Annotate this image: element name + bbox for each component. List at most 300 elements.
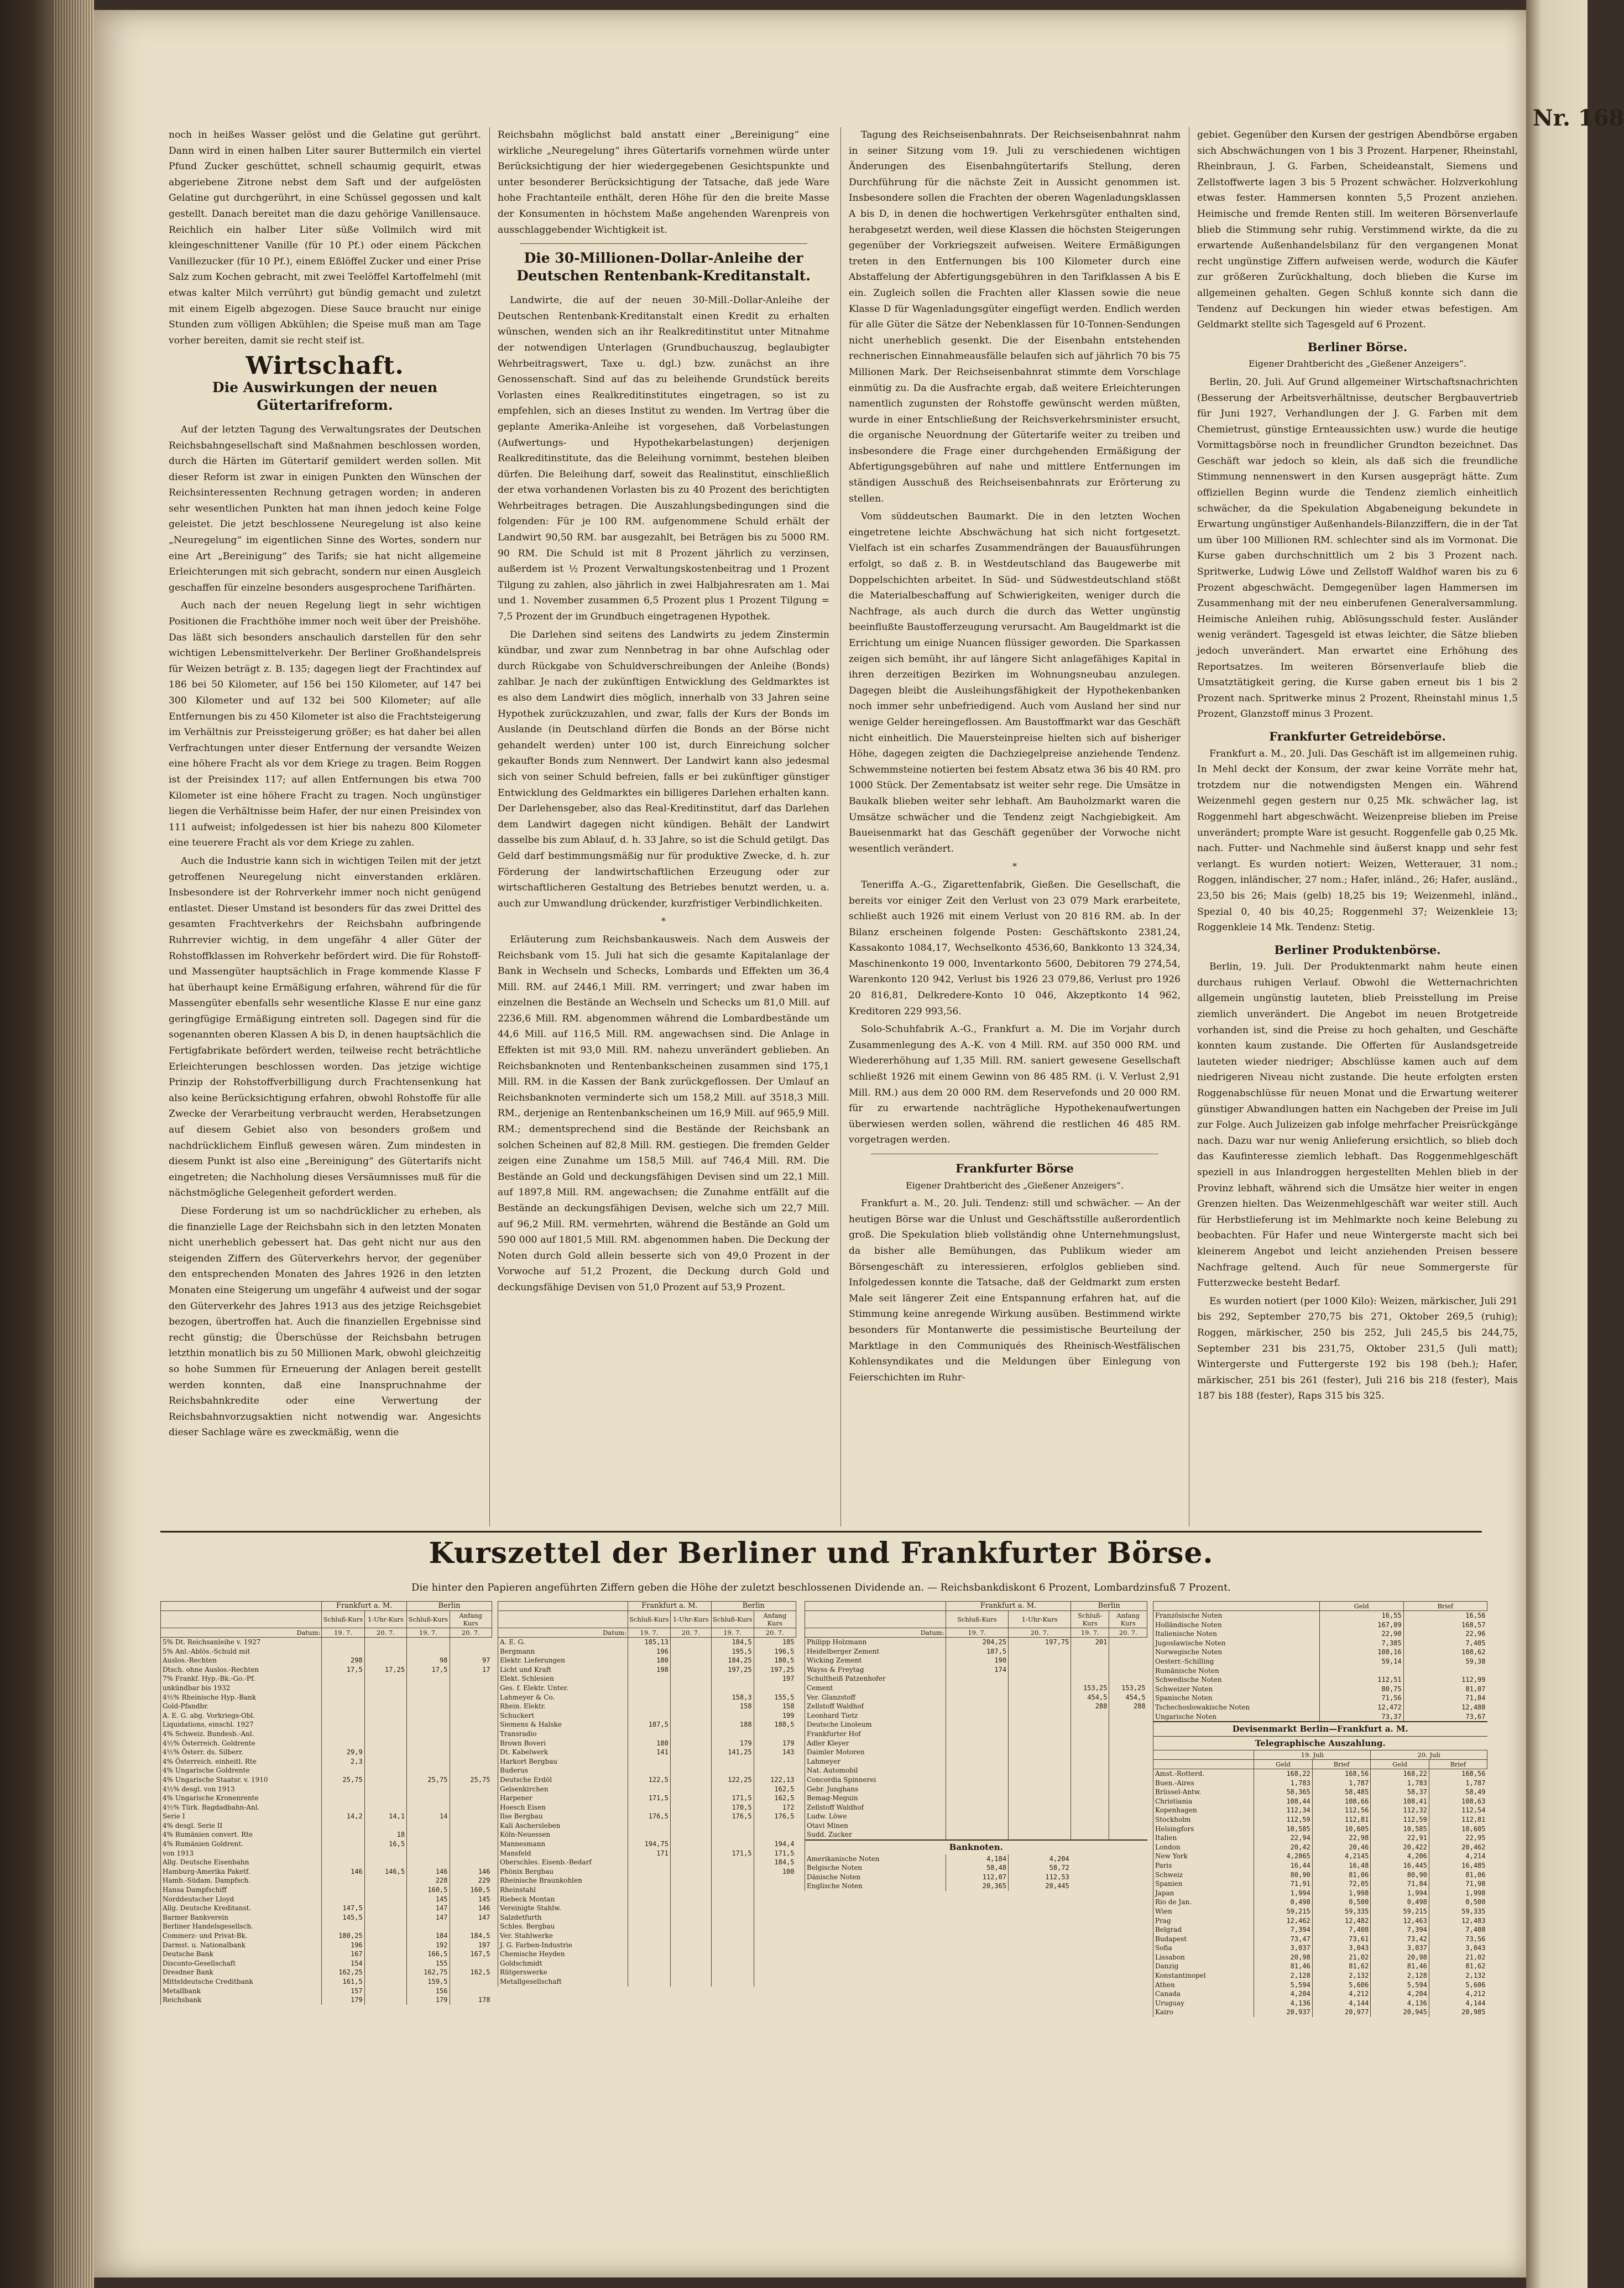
price-cell: 162,25 [322, 1968, 364, 1977]
price-cell [450, 1987, 492, 1996]
price-cell [670, 1885, 711, 1895]
article-paragraph: Erläuterung zum Reichsbankausweis. Nach dem Ausweis der Reichsbank vom 15. Juli hat sich die gesamte Kapitalanlage der Bank in Wechseln und Schecks, Lombards und Effekten um 36,4 Mill. RM. auf 2446,1 Mill. RM. verringert; und zwar haben im einzelnen die Bestände an Wechseln und Schecks um 81,0 Mill. auf 2236,6 Mill. RM. abgenommen während die Lombardbestände um 44,6 Mill. auf 116,5 Mill. RM. angewachsen sind. Die Anlage in Effekten ist mit 93,0 Mill. RM. nahezu unverändert geblieben. An Reichsbanknoten und Rentenbankscheinen zusammen sind 175,1 Mill. RM. in die Kassen der Bank zurückgeflossen. Der Umlauf an Reichsbanknoten verminderte sich um 158,2 Mill. auf 3518,3 Mill. RM., derjenige an Rentenbankscheinen um 16,9 Mill. auf 965,9 Mill. RM.; dementsprechend sind die Bestände der Reichsbank an solchen Scheinen auf 82,8 Mill. RM. gestiegen. Die fremden Gelder zeigen eine Zunahme um 158,5 Mill. auf 746,4 Mill. RM. Die Bestände an Gold und deckungsfähigen Devisen sind um 22,1 Mill. auf 1897,8 Mill. RM. angewachsen; die Zunahme entfällt auf die Bestände an deckungsfähigen Devisen, welche sich um 22,7 Mill. auf 96,2 Mill. RM. vermehrten, während die Bestände an Gold um 590 000 auf 1801,5 Mill. RM. abgenommen haben. Die Deckung der Noten durch Gold allein besserte sich von 49,0 Prozent in der Vorwoche auf 51,2 Prozent, die Deckung durch Gold und deckungsfähige Devisen von 51,0 Prozent auf 53,9 Prozent. [498, 934, 829, 1293]
price-cell [322, 1849, 364, 1858]
price-cell: 141,25 [711, 1748, 754, 1757]
price-cell: 162,75 [407, 1968, 450, 1977]
table-row [161, 1794, 492, 1803]
table-row [498, 1821, 796, 1831]
price-cell [711, 1858, 754, 1867]
table-header: 20. 7. [754, 1628, 796, 1638]
price-cell [670, 1839, 711, 1849]
price-cell: 29,9 [322, 1748, 364, 1757]
price-cell: 172 [754, 1803, 796, 1812]
price-cell [628, 1766, 670, 1775]
price-cell [364, 1987, 406, 1996]
price-cell: 180 [628, 1739, 670, 1748]
price-cell: 197,25 [754, 1665, 796, 1675]
price-cell: 20,462 [1429, 1843, 1487, 1852]
article-paragraph: Auch nach der neuen Regelung liegt in sehr wichtigen Positionen die Frachthöhe immer noch weit über der Preishöhe. Das läßt sich besonders anschaulich darstellen für den sehr wichtigen Lebensmittelverkehr. Der Berliner Großhandelspreis für Weizen beträgt z. B. 135; dagegen liegt der Frachtindex auf 186 bei 50 Kilometer, auf 156 bei 150 Kilometer, auf 147 bei 300 Kilometer und auf 132 bei 500 Kilometer; auf alle Entfernungen bis zu 450 Kilometer ist also die Frachtsteigerung im Verhältnis zur Preissteigerung größer; es hat daher bei allen Verfrachtungen unter dieser Entfernung der versandte Weizen eine höhere Fracht als vor dem Kriege zu tragen. Beim Roggen ist der Preisindex 117; auf allen Entfernungen bis etwa 700 Kilometer ist eine höhere Fracht zu tragen. Noch ungünstiger liegen die Verhältnisse beim Hafer, der nur einen Preisindex von 111 aufweist; infolgedessen ist hier bis nahezu 800 Kilometer eine teuerere Fracht als vor dem Kriege zu zahlen. [169, 600, 481, 849]
price-cell: 162,5 [754, 1794, 796, 1803]
price-cell: 154 [322, 1959, 364, 1968]
price-cell [364, 1803, 406, 1812]
security-name: Ilse Bergbau [498, 1812, 628, 1821]
price-cell: 146 [407, 1867, 450, 1877]
table-row [498, 1977, 796, 1987]
security-name: Oberschles. Eisenb.-Bedarf [498, 1858, 628, 1867]
price-cell: 108,63 [1429, 1797, 1487, 1806]
security-name: Hamb.-Südam. Dampfsch. [161, 1876, 322, 1885]
price-cell [407, 1674, 450, 1684]
price-cell: 188 [711, 1720, 754, 1729]
price-cell [450, 1830, 492, 1839]
price-cell: 162,5 [754, 1785, 796, 1794]
table-row [1153, 1825, 1487, 1834]
price-cell: 184 [407, 1931, 450, 1941]
column-divider [840, 127, 841, 1526]
news-item: Teneriffa A.-G., Zigarettenfabrik, Gießen. Die Gesellschaft, die bereits vor einiger Zeit den Verlust von 23 079 Mark erarbeitete, schließt auch 1926 mit einem Verlust von 20 816 RM. ab. In der Bilanz erscheinen folgende Posten: Geschäftskonto 2381,24, Kassakonto 1084,17, Wechselkonto 4536,60, Bankkonto 13 324,34, Maschinenkonto 19 000, Inventarkonto 5600, Debitoren 79 274,54, Warenkonto 120 942, Verlust bis 1926 23 079,86, Verlust pro 1926 20 816,81, Delkredere-Konto 10 046, Akzeptkonto 14 962, Kreditoren 229 993,56. [849, 879, 1181, 1017]
table-header: 20. 7. [364, 1628, 406, 1638]
table-header [1153, 1750, 1254, 1760]
price-cell [1009, 1803, 1071, 1812]
price-cell [1071, 1729, 1109, 1739]
price-cell [364, 1638, 406, 1647]
section-title: Wirtschaft. [246, 352, 404, 381]
price-cell: 1,787 [1429, 1779, 1487, 1788]
price-cell [628, 1931, 670, 1941]
price-cell: 58,365 [1254, 1787, 1313, 1797]
price-cell: 171,5 [711, 1849, 754, 1858]
security-name: London [1153, 1843, 1254, 1852]
table-header: 19. 7. [1071, 1628, 1109, 1638]
price-cell: 7,405 [1403, 1639, 1487, 1648]
security-name: Kairo [1153, 2008, 1254, 2017]
table-row [498, 1931, 796, 1941]
price-cell [364, 1941, 406, 1950]
price-cell [450, 1839, 492, 1849]
price-cell: 112,34 [1254, 1806, 1313, 1815]
price-cell: 185,13 [628, 1638, 670, 1647]
security-name: Dtsch. ohne Auslos.-Rechten [161, 1665, 322, 1675]
price-cell: 155,5 [754, 1693, 796, 1702]
price-cell [670, 1665, 711, 1675]
security-name: Canada [1153, 1989, 1254, 1999]
price-cell [670, 1720, 711, 1729]
security-name: Licht und Kraft [498, 1665, 628, 1675]
table-header: Schluß-Kurs [1071, 1611, 1109, 1628]
price-cell: 4,204 [1009, 1854, 1071, 1864]
security-name: Sudd. Zucker [805, 1830, 946, 1840]
price-cell: 58,48 [946, 1863, 1009, 1873]
table-header: Anfang Kurs [450, 1611, 492, 1628]
security-name: Harkort Bergbau [498, 1757, 628, 1766]
table-row [498, 1968, 796, 1977]
price-cell [628, 1684, 670, 1693]
price-cell [628, 1941, 670, 1950]
security-name: Zellstoff Waldhof [805, 1803, 946, 1812]
price-cell: 7,394 [1254, 1925, 1313, 1935]
price-cell [364, 1904, 406, 1913]
price-cell: 184,25 [711, 1656, 754, 1665]
table-header: Schluß-Kurs [407, 1611, 450, 1628]
price-cell: 146 [450, 1904, 492, 1913]
price-cell [670, 1895, 711, 1904]
price-cell [450, 1785, 492, 1794]
price-cell [1009, 1830, 1071, 1840]
price-cell [1071, 1803, 1109, 1812]
table-row [498, 1729, 796, 1739]
price-cell: 158 [711, 1702, 754, 1711]
price-cell [364, 1729, 406, 1739]
security-name: Lahmeyer & Co. [498, 1693, 628, 1702]
price-cell: 2,128 [1254, 1971, 1313, 1980]
price-cell: 112,53 [1009, 1873, 1071, 1882]
table-row [1153, 1879, 1487, 1889]
table-row [805, 1863, 1147, 1873]
security-name: 4½% Rheinische Hyp.-Bank [161, 1693, 322, 1702]
table-header-date: 20. Juli [1371, 1750, 1487, 1760]
table-header: Brief [1429, 1760, 1487, 1769]
table-row [1153, 1971, 1487, 1980]
price-cell: 171,5 [628, 1794, 670, 1803]
price-cell: 179 [711, 1739, 754, 1748]
security-name: Siemens & Halske [498, 1720, 628, 1729]
table-header: 1-Uhr-Kurs [364, 1611, 406, 1628]
security-name: Holländische Noten [1153, 1620, 1320, 1630]
price-cell: 80,75 [1319, 1685, 1403, 1694]
security-name: 4½% desgl. von 1913 [161, 1785, 322, 1794]
price-cell: 1,994 [1371, 1889, 1429, 1898]
table-row [161, 1803, 492, 1812]
table-row [498, 1794, 796, 1803]
price-cell: 4,144 [1429, 1999, 1487, 2008]
price-cell [1071, 1785, 1109, 1794]
price-cell [407, 1748, 450, 1757]
table-row [1153, 1675, 1487, 1685]
price-cell [670, 1849, 711, 1858]
price-cell [450, 1794, 492, 1803]
table-row [1153, 1703, 1487, 1712]
table-row [498, 1941, 796, 1950]
price-cell [1009, 1748, 1071, 1757]
price-cell [364, 1821, 406, 1831]
price-cell [628, 1968, 670, 1977]
price-cell [1009, 1656, 1071, 1665]
price-cell [628, 1674, 670, 1684]
price-cell: 194,4 [754, 1839, 796, 1849]
price-cell [450, 1638, 492, 1647]
price-cell [407, 1702, 450, 1711]
price-cell: 112,54 [1429, 1806, 1487, 1815]
price-cell: 5,606 [1312, 1980, 1371, 1990]
price-cell [711, 1885, 754, 1895]
price-cell: 7,408 [1429, 1925, 1487, 1935]
price-cell [322, 1711, 364, 1721]
security-name: Dänische Noten [805, 1873, 946, 1882]
price-cell [1009, 1647, 1071, 1656]
table-row [1153, 1953, 1487, 1962]
security-name: Konstantinopel [1153, 1971, 1254, 1980]
table-header [1153, 1602, 1320, 1611]
table-row [805, 1812, 1147, 1821]
price-cell [754, 1959, 796, 1968]
security-name: 4% Rumänien convert. Rte [161, 1830, 322, 1839]
price-cell [407, 1858, 450, 1867]
price-cell: 16,44 [1254, 1861, 1313, 1870]
security-name: Reichsbank [161, 1995, 322, 2005]
stock-table-2 [498, 1601, 796, 1987]
table-row [498, 1812, 796, 1821]
table-row [161, 1913, 492, 1922]
price-cell: 2,3 [322, 1757, 364, 1766]
price-cell: 176,5 [711, 1812, 754, 1821]
table-row [1153, 1693, 1487, 1703]
price-cell: 454,5 [1071, 1693, 1109, 1702]
price-cell [407, 1647, 450, 1656]
table-row [161, 1876, 492, 1885]
price-cell [670, 1739, 711, 1748]
price-cell: 204,25 [946, 1638, 1009, 1647]
security-name: Gebr. Junghans [805, 1785, 946, 1794]
column-divider [489, 127, 490, 1526]
price-cell: 166,5 [407, 1950, 450, 1959]
stock-table-1 [160, 1601, 492, 2005]
price-cell [711, 1785, 754, 1794]
price-cell [628, 1803, 670, 1812]
price-cell [670, 1821, 711, 1831]
security-name: Schweiz [1153, 1870, 1254, 1880]
price-cell: 20,445 [1009, 1882, 1071, 1891]
security-name: Berliner Handelsgesellsch. [161, 1922, 322, 1931]
price-cell [946, 1739, 1009, 1748]
price-cell: 2,132 [1429, 1971, 1487, 1980]
price-cell: 197,75 [1009, 1638, 1071, 1647]
price-cell: 5,594 [1254, 1980, 1313, 1990]
price-cell [711, 1941, 754, 1950]
price-cell [407, 1821, 450, 1831]
column-3 [849, 127, 1181, 1526]
table-row [498, 1720, 796, 1729]
news-item: Tagung des Reichseisenbahnrats. Der Reichseisenbahnrat nahm in seiner Sitzung vom 19. Juli zu verschiedenen wichtigen Änderungen des Eisenbahngütertarifs Stellung, deren Durchführung für die nächste Zeit in Aussicht genommen ist. Insbesondere sollen die Frachten der oberen Wagenladungsklassen A bis D, in denen die hochwertigen Verkehrsgüter enthalten sind, herabgesetzt werden, weil diese Klassen die höchsten Steigerungen gegenüber der Vorkriegszeit aufweisen. Weitere Ermäßigungen treten in den Entfernungen bis 100 Kilometer durch eine Abstaffelung der Abfertigungsgebühren in den Tarifklassen A bis E ein. Zugleich sollen die Frachten aller Klassen sowie die neue Klasse D für Wagenladungsgüter eingefügt werden. Endlich werden für alle Güter die Sätze der Nebenklassen für 10-Tonnen-Sendungen nicht unerheblich gesenkt. Die der Eisenbahn entstehenden rechnerischen Einnahmeausfälle belaufen sich auf jährlich 70 bis 75 Millionen Mark. Der Reichseisenbahnrat stimmte dem Vorschlage einmütig zu. Da die Ausfrachte ergab, daß weitere Erleichterungen namentlich zugunsten der Rohstoffe gewünscht werden müßten, wurde in einer Entschließung der Reichsverkehrsminister ersucht, die organische Neuordnung der Gütertarife weiter zu treiben und insbesondere die Frage einer durchgehenden Ermäßigung der Abfertigungsgebühren auf nahe und mittlere Entfernungen im ständigen Ausschuß des Reichseisenbahnrats zur Erörterung zu stellen. [849, 129, 1181, 504]
security-name: Zellstoff Waldhof [805, 1702, 946, 1711]
price-cell: 0,500 [1312, 1898, 1371, 1907]
security-name: Französische Noten [1153, 1611, 1320, 1620]
price-cell [670, 1656, 711, 1665]
table-header-frankfurt: Frankfurt a. M. [946, 1602, 1071, 1611]
price-cell: 59,335 [1312, 1907, 1371, 1916]
security-name: Köln-Neuessen [498, 1830, 628, 1839]
price-cell [711, 1895, 754, 1904]
price-cell [670, 1647, 711, 1656]
price-cell: 4,2145 [1312, 1852, 1371, 1861]
price-cell: 4,212 [1312, 1989, 1371, 1999]
table-row [161, 1638, 492, 1647]
table-row [161, 1904, 492, 1913]
price-cell: 17,5 [322, 1665, 364, 1675]
price-cell: 71,84 [1403, 1693, 1487, 1703]
price-cell: 81,07 [1403, 1685, 1487, 1694]
price-cell: 17,5 [407, 1665, 450, 1675]
table-row [1153, 1935, 1487, 1944]
price-cell: 10,585 [1254, 1825, 1313, 1834]
price-cell: 97 [450, 1656, 492, 1665]
price-cell [322, 1830, 364, 1839]
table-row [498, 1904, 796, 1913]
price-cell: 147 [450, 1913, 492, 1922]
table-row [498, 1885, 796, 1895]
security-name: Sofia [1153, 1943, 1254, 1953]
price-cell: 10,605 [1312, 1825, 1371, 1834]
security-name: Auslos.-Rechten [161, 1656, 322, 1665]
price-cell [322, 1647, 364, 1656]
price-cell: 16,485 [1429, 1861, 1487, 1870]
price-cell [670, 1748, 711, 1757]
price-cell: 12,483 [1429, 1916, 1487, 1926]
table-header: 20. 7. [450, 1628, 492, 1638]
price-cell: 147 [407, 1913, 450, 1922]
price-cell [946, 1693, 1009, 1702]
price-cell: 196,5 [754, 1647, 796, 1656]
price-cell: 7,385 [1319, 1639, 1403, 1648]
price-cell: 229 [450, 1876, 492, 1885]
price-cell: 167,5 [450, 1950, 492, 1959]
table-row [498, 1775, 796, 1785]
boerse-title: Frankfurter Börse [955, 1161, 1074, 1175]
table-row [498, 1665, 796, 1675]
table-row [498, 1647, 796, 1656]
table-row [1153, 1861, 1487, 1870]
table-row [805, 1674, 1147, 1684]
price-cell [322, 1785, 364, 1794]
price-cell [711, 1729, 754, 1739]
security-name: Wicking Zement [805, 1656, 946, 1665]
security-name: Italienische Noten [1153, 1629, 1320, 1639]
price-cell [364, 1885, 406, 1895]
security-name: 5% Dt. Reichsanleihe v. 1927 [161, 1638, 322, 1647]
article-paragraph: Reichsbahn möglichst bald anstatt einer „Bereinigung“ eine wirkliche „Neuregelung“ ihres Gütertarifs vornehmen würde unter Berücksichtigung der hier wiedergegebenen Gesichtspunkte und unter besonderer Berücksichtigung der Tatsache, daß jede Ware hohe Frachtanteile enthält, deren Höhe für den die breite Masse der Konsumenten in höchstem Maße angehenden Warenpreis von ausschlaggebender Wichtigkeit ist. [498, 129, 829, 236]
price-cell [1071, 1674, 1109, 1684]
produkten-report: Berlin, 19. Juli. Der Produktenmarkt nahm heute einen durchaus ruhigen Verlauf. Obwohl die Wetternachrichten allgemein ungünstig lauteten, blieb Preisstellung im Preise ziemlich unverändert. Die Angebot im neuen Brotgetreide vorhanden ist, sind die Preise zu hoch gehalten, und Geschäfte konnten kaum zustande. Die Offerten für Auslandsgetreide lauteten wieder niedriger; Abschlüsse kamen auch auf dem niedrigeren Niveau nicht zustande. Die heute erfolgten ersten Roggenabschlüsse für neuen Monat und die Erwartung weiterer günstiger Abwandlungen hatten ein Nachgeben der Preise im Juli zur Folge. Auch Julizeizen gab infolge mehrfacher Preisrückgänge nach. Dazu war nur wenig Anlieferung ersichtlich, so blieb doch das Kaufinteresse ziemlich lebhaft. Das Roggenmehlgeschäft speziell in aus Inlandroggen hergestellten Mehlen blieb in der Provinz lebhaft, während sich die Umsätze hier weiter in engen Grenzen hielten. Das Weizenmehlgeschäft war weiter still. Auch für Herbstlieferung ist im Mehlmarkte noch keine Belebung zu beobachten. Für Hafer und neue Wintergerste macht sich bei kleinerem Angebot und leicht anziehenden Preisen bessere Nachfrage geltend. Auch für neue Sommergerste für Futterzwecke besteht Bedarf. [1197, 961, 1518, 1289]
price-cell: 4,136 [1254, 1999, 1313, 2008]
price-cell: 20,977 [1312, 2008, 1371, 2017]
security-name: Daimler Motoren [805, 1748, 946, 1757]
price-cell [628, 1785, 670, 1794]
price-cell [946, 1785, 1009, 1794]
price-cell [670, 1830, 711, 1839]
price-cell [1403, 1666, 1487, 1676]
security-name: Athen [1153, 1980, 1254, 1990]
price-cell: 59,215 [1254, 1907, 1313, 1916]
security-name: 4% Österreich. einheitl. Rte [161, 1757, 322, 1766]
table-row [498, 1849, 796, 1858]
table-row [161, 1895, 492, 1904]
price-cell [1071, 1775, 1109, 1785]
price-cell: 14 [407, 1812, 450, 1821]
price-cell [711, 1931, 754, 1941]
security-name: Danzig [1153, 1962, 1254, 1971]
price-cell: 176,5 [628, 1812, 670, 1821]
column-2 [498, 127, 829, 1526]
price-cell [1071, 1766, 1109, 1775]
price-cell [450, 1821, 492, 1831]
price-cell: 5,594 [1371, 1980, 1429, 1990]
price-cell: 7,408 [1312, 1925, 1371, 1935]
price-cell [670, 1693, 711, 1702]
security-name: Belgrad [1153, 1925, 1254, 1935]
table-row [1153, 1787, 1487, 1797]
price-cell: 3,043 [1312, 1943, 1371, 1953]
security-name: Prag [1153, 1916, 1254, 1926]
security-name: Rumänische Noten [1153, 1666, 1320, 1676]
price-cell [754, 1757, 796, 1766]
price-cell: 58,72 [1009, 1863, 1071, 1873]
security-name: Ungarische Noten [1153, 1712, 1320, 1722]
table-header: 1-Uhr-Kurs [670, 1611, 711, 1628]
price-cell [450, 1702, 492, 1711]
table-row [1153, 2008, 1487, 2017]
security-name: Schles. Bergbau [498, 1922, 628, 1931]
price-cell: 14,2 [322, 1812, 364, 1821]
table-row [498, 1785, 796, 1794]
price-cell [364, 1876, 406, 1885]
notierungen: Es wurden notiert (per 1000 Kilo): Weizen, märkischer, Juli 291 bis 292, September 270,75 bis 271, Oktober 269,5 (ruhig); Roggen, märkischer, 250 bis 252, Juli 245,5 bis 244,75, September 231 bis 231,75, Oktober 231,5 (Juli matt); Wintergerste und Futtergerste 192 bis 198 (beh.); Hafer, märkischer, 251 bis 261 (fester), Juli 216 bis 218 (fester), Mais 187 bis 188 (fester), Raps 315 bis 325. [1197, 1295, 1518, 1402]
price-cell: 12,488 [1403, 1703, 1487, 1712]
security-name: 4% Ungarische Kronenrente [161, 1794, 322, 1803]
price-cell [670, 1931, 711, 1941]
price-cell: 58,49 [1429, 1787, 1487, 1797]
security-name: Philipp Holzmann [805, 1638, 946, 1647]
price-cell: 22,95 [1429, 1833, 1487, 1843]
price-cell: 3,043 [1429, 1943, 1487, 1953]
price-cell [946, 1674, 1009, 1684]
table-row [161, 1995, 492, 2005]
table-row [498, 1803, 796, 1812]
security-name: Schweizer Noten [1153, 1685, 1320, 1694]
table-row [498, 1748, 796, 1757]
price-cell: 198 [628, 1665, 670, 1675]
security-name: Spanische Noten [1153, 1693, 1320, 1703]
price-cell: 4,204 [1371, 1989, 1429, 1999]
security-name: A. E. G. [498, 1638, 628, 1647]
price-cell [1109, 1638, 1147, 1647]
security-name: Schwedische Noten [1153, 1675, 1320, 1685]
price-cell [364, 1959, 406, 1968]
price-cell [1071, 1656, 1109, 1665]
table-row [805, 1739, 1147, 1748]
table-row [161, 1775, 492, 1785]
price-cell: 288 [1071, 1702, 1109, 1711]
price-cell: 171,5 [711, 1794, 754, 1803]
price-cell: 4,214 [1429, 1852, 1487, 1861]
price-cell [670, 1867, 711, 1877]
table-row [161, 1987, 492, 1996]
table-row [805, 1803, 1147, 1812]
price-cell [322, 1684, 364, 1693]
banknoten-title: Banknoten. [805, 1840, 1147, 1854]
price-cell: 25,75 [322, 1775, 364, 1785]
price-cell: 108,41 [1371, 1797, 1429, 1806]
price-cell: 17,25 [364, 1665, 406, 1675]
price-cell [711, 1839, 754, 1849]
price-cell [670, 1711, 711, 1721]
price-cell: 146,5 [364, 1867, 406, 1877]
table-row [1153, 1620, 1487, 1630]
price-cell: 100 [754, 1867, 796, 1877]
security-name: Serie I [161, 1812, 322, 1821]
price-cell: 1,783 [1371, 1779, 1429, 1788]
security-name: Schultheiß Patzenhofer [805, 1674, 946, 1684]
security-name: Metallgesellschaft [498, 1977, 628, 1987]
price-cell: 2,132 [1312, 1971, 1371, 1980]
